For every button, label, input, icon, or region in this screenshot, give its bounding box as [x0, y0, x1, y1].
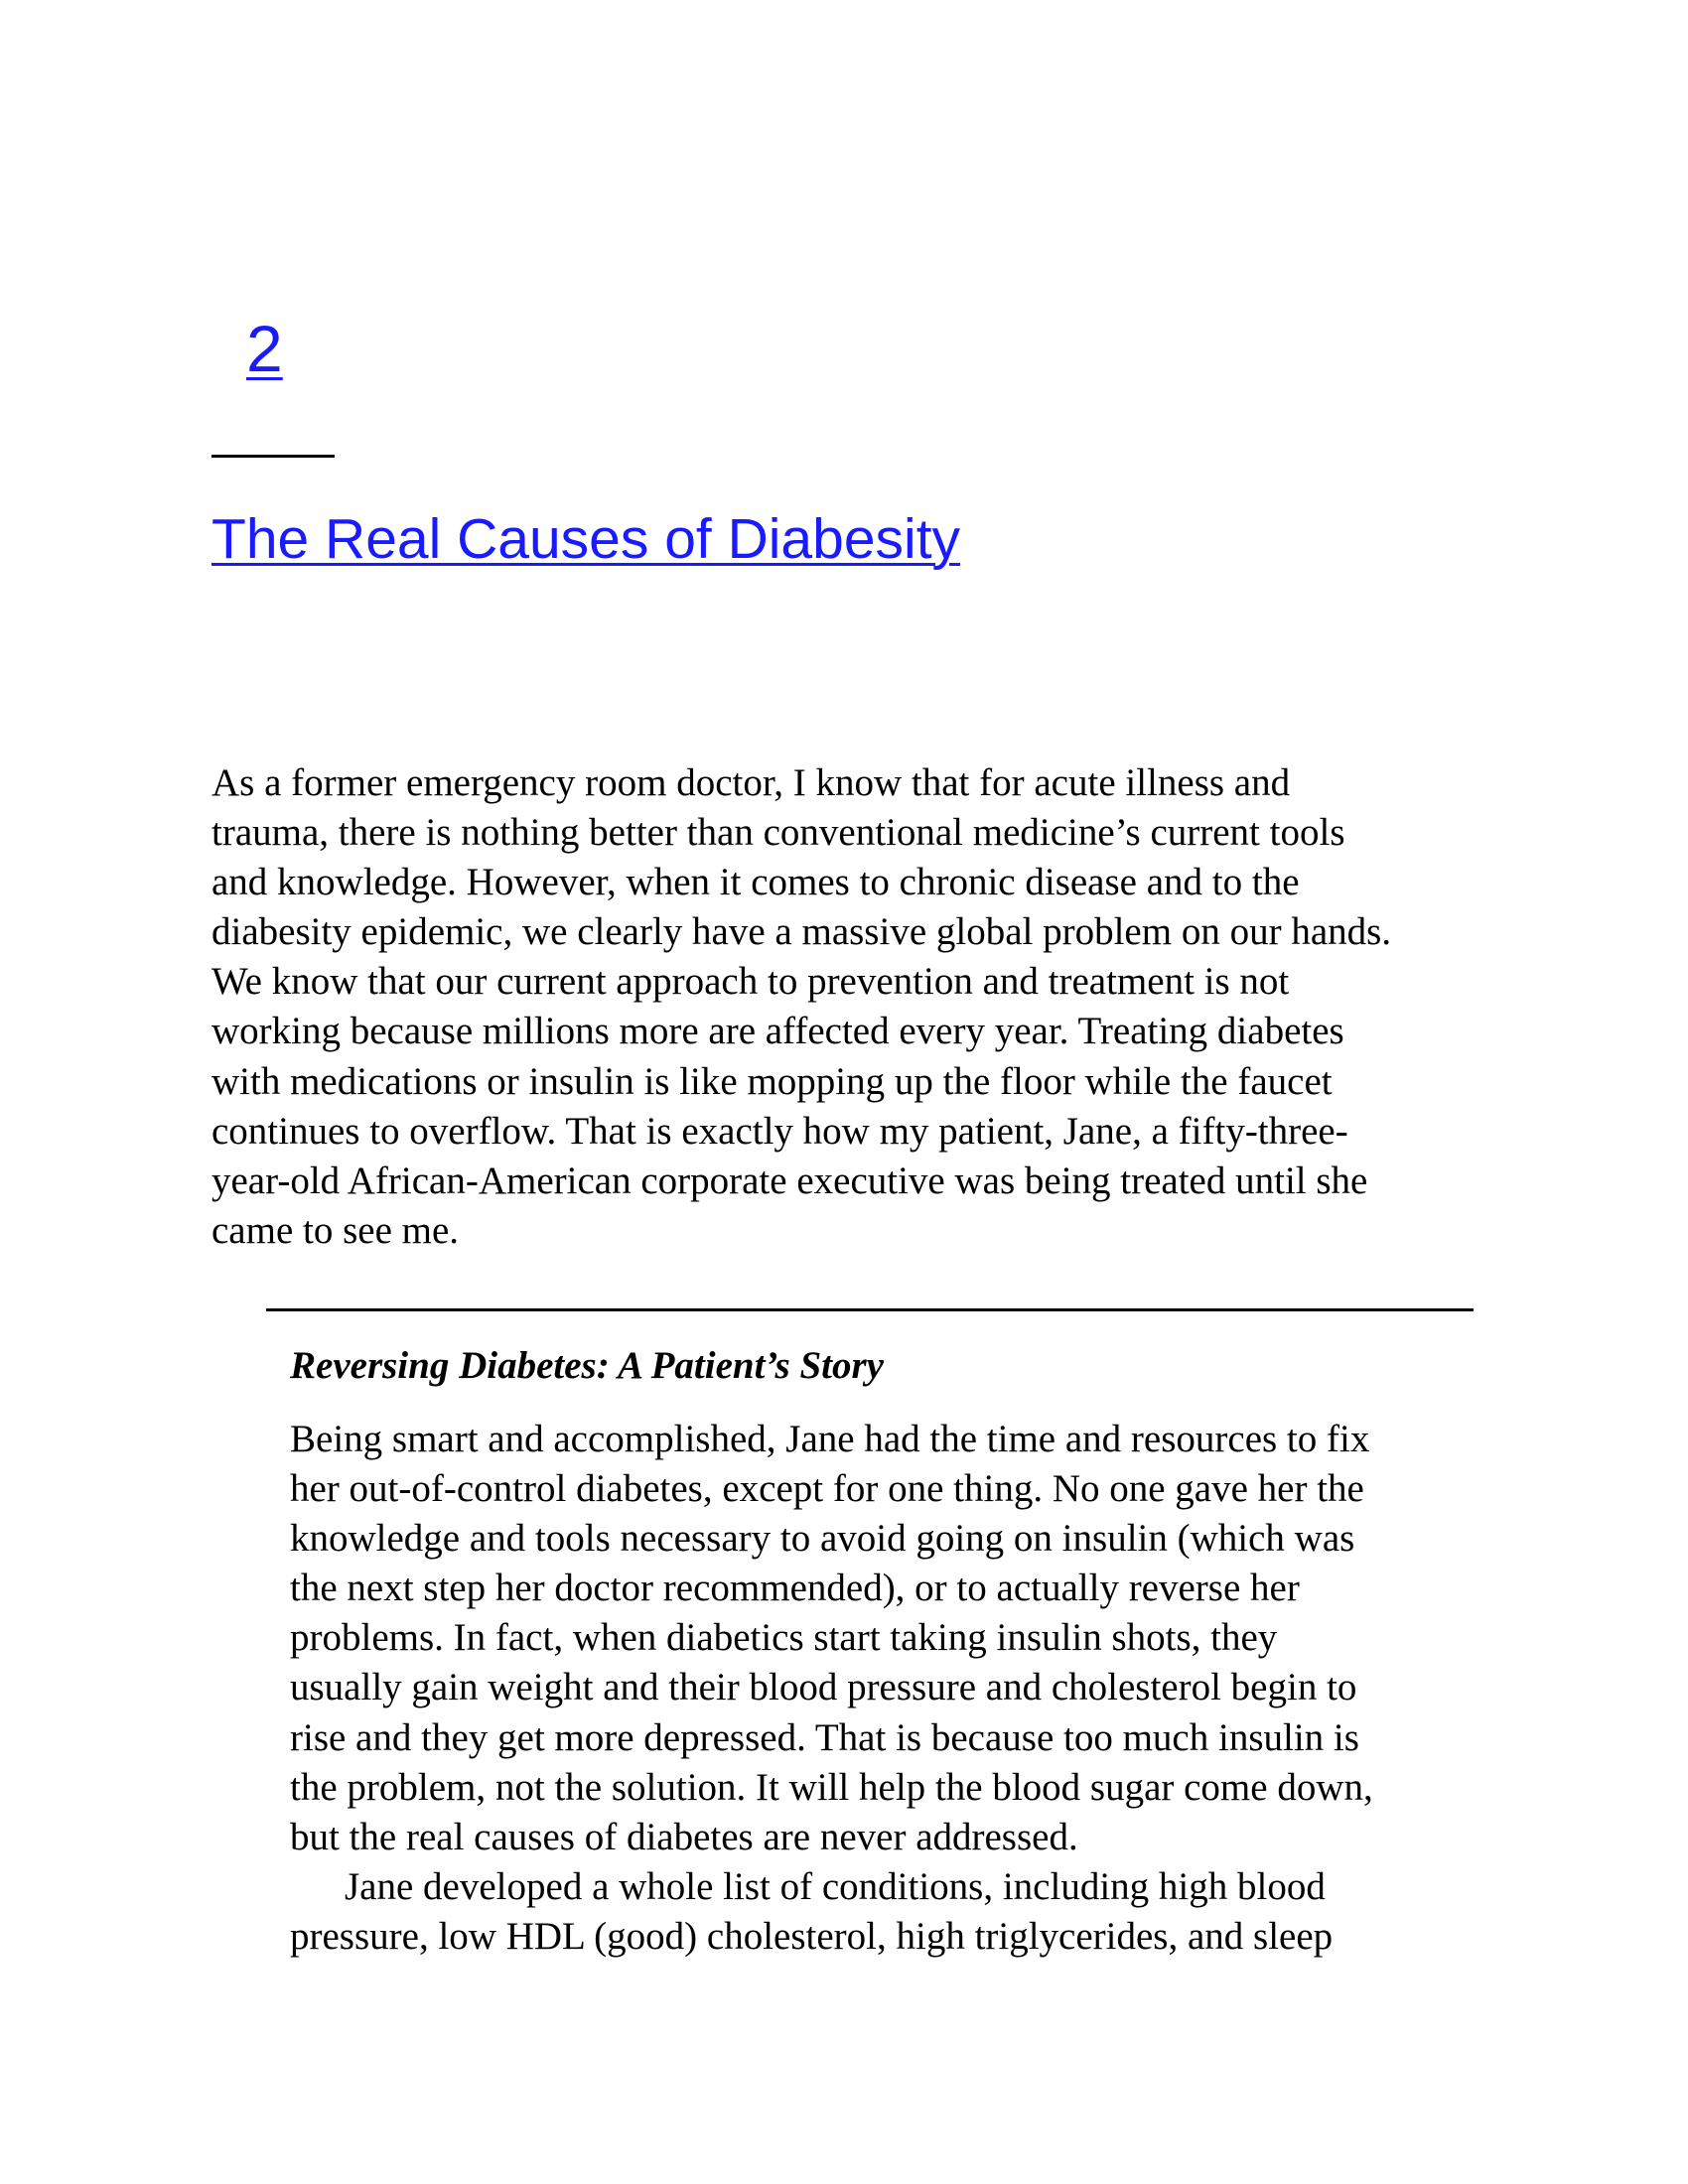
- intro-line: diabesity epidemic, we clearly have a massive global problem on our hands.: [211, 910, 1392, 954]
- intro-line: came to see me.: [211, 1208, 460, 1252]
- intro-line: As a former emergency room doctor, I know that for acute illness and: [211, 761, 1291, 804]
- intro-paragraph: [211, 758, 1492, 1256]
- chapter-divider: [211, 455, 335, 458]
- intro-line: trauma, there is nothing better than conventional medicine’s current tools: [211, 811, 1345, 855]
- sidebar-line: Jane developed a whole list of conditions, including high blood: [345, 1864, 1326, 1908]
- sidebar-body: [290, 1415, 1491, 1962]
- sidebar-line: knowledge and tools necessary to avoid going on insulin (which was: [290, 1517, 1355, 1561]
- intro-line: with medications or insulin is like mopping up the floor while the faucet: [211, 1059, 1333, 1103]
- intro-line: and knowledge. However, when it comes to chronic disease and to the: [211, 861, 1300, 904]
- chapter-title-link[interactable]: The Real Causes of Diabesity: [211, 507, 961, 571]
- sidebar-line: the next step her doctor recommended), or to actually reverse her: [290, 1567, 1300, 1610]
- sidebar-line: the problem, not the solution. It will help the blood sugar come down,: [290, 1765, 1373, 1809]
- sidebar-line: Being smart and accomplished, Jane had the time and resources to fix: [290, 1418, 1370, 1460]
- sidebar-title: Reversing Diabetes: A Patient’s Story: [290, 1344, 884, 1387]
- chapter-number-link[interactable]: 2: [246, 312, 283, 385]
- intro-line: continues to overflow. That is exactly how my patient, Jane, a fifty-three-: [211, 1109, 1348, 1153]
- sidebar-line: problems. In fact, when diabetics start taking insulin shots, they: [290, 1616, 1278, 1660]
- sidebar-top-rule: [266, 1308, 1474, 1311]
- sidebar-line: her out-of-control diabetes, except for one thing. No one gave her the: [290, 1467, 1364, 1511]
- intro-line: working because millions more are affected every year. Treating diabetes: [211, 1010, 1344, 1053]
- intro-line: We know that our current approach to prevention and treatment is not: [211, 960, 1290, 1004]
- sidebar-line: pressure, low HDL (good) cholesterol, high triglycerides, and sleep: [290, 1914, 1334, 1958]
- sidebar-line: rise and they get more depressed. That is because too much insulin is: [290, 1715, 1359, 1759]
- intro-line: year-old African-American corporate executive was being treated until she: [211, 1159, 1368, 1202]
- sidebar-line: usually gain weight and their blood pressure and cholesterol begin to: [290, 1666, 1357, 1709]
- sidebar-line: but the real causes of diabetes are never addressed.: [290, 1815, 1078, 1858]
